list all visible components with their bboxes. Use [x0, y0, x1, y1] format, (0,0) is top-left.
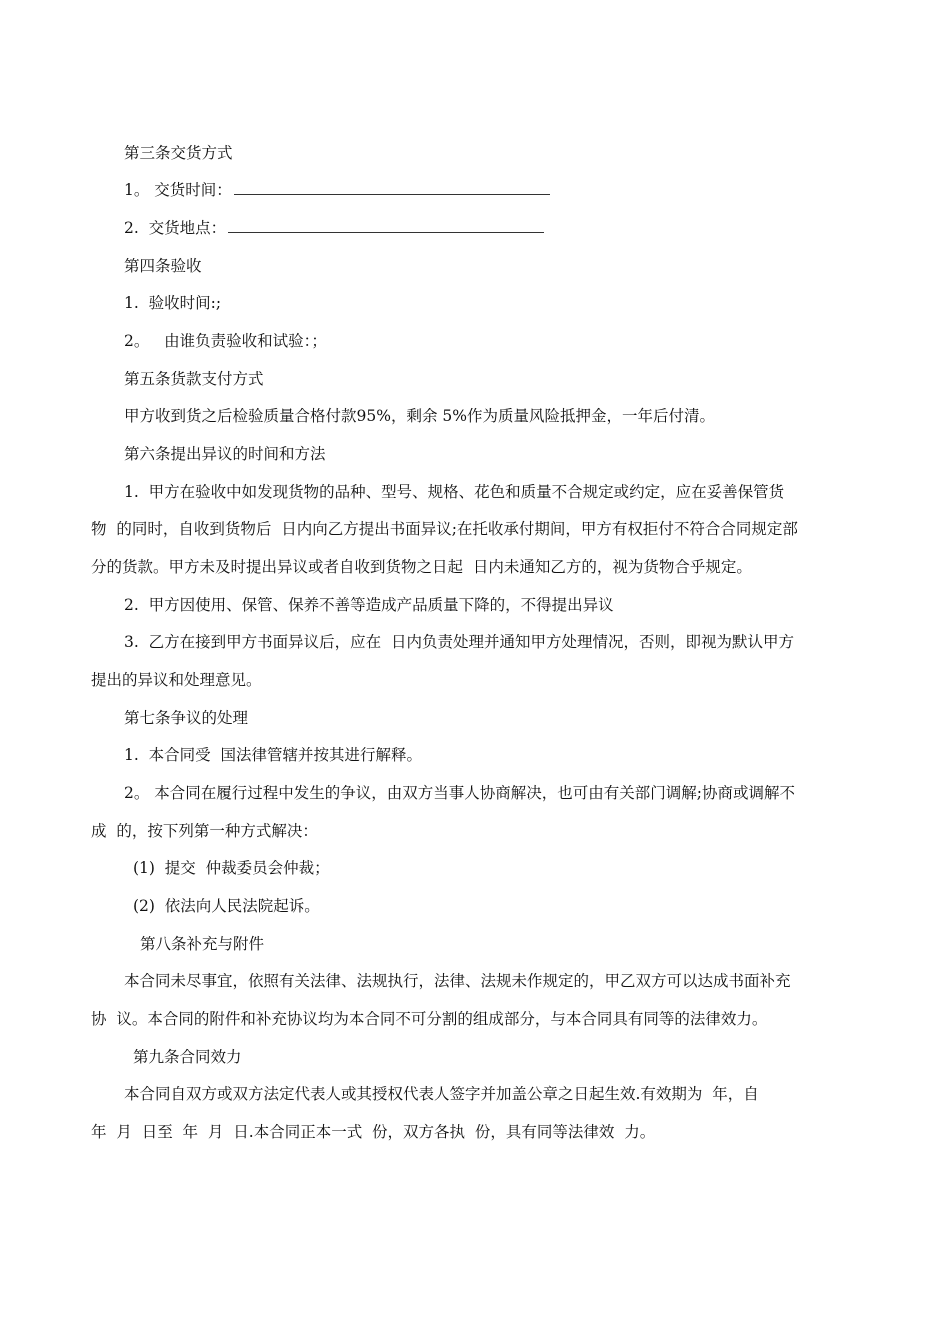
- dispute-clause-2-line1: 2。 本合同在履行过程中发生的争议，由双方当事人协商解决，也可由有关部门调解;协商或调解不: [124, 784, 796, 802]
- objection-clause-3-line1: 3. 乙方在接到甲方书面异议后，应在 日内负责处理并通知甲方处理情况，否则，即视为默认甲方: [124, 633, 794, 651]
- dispute-clause-2-line2: 成 的，按下列第一种方式解决：: [91, 822, 318, 840]
- article-3-heading: 第三条交货方式: [124, 144, 233, 162]
- objection-clause-1-line3: 分的货款。甲方未及时提出异议或者自收到货物之日起 日内未通知乙方的，视为货物合乎规定。: [91, 558, 752, 576]
- delivery-time-blank: [234, 180, 550, 195]
- delivery-time-line: [124, 179, 550, 201]
- dispute-option-1: (1) 提交 仲裁委员会仲裁；: [133, 859, 330, 877]
- delivery-place-label: 2. 交货地点：: [124, 219, 227, 237]
- delivery-place-line: [124, 217, 544, 239]
- article-7-heading: 第七条争议的处理: [124, 709, 249, 727]
- delivery-place-blank: [228, 218, 544, 233]
- objection-clause-2: 2. 甲方因使用、保管、保养不善等造成产品质量下降的，不得提出异议: [124, 596, 614, 614]
- dispute-clause-1: 1. 本合同受 国法律管辖并按其进行解释。: [124, 746, 422, 764]
- article-5-heading: 第五条货款支付方式: [124, 370, 264, 388]
- validity-line2: 年 月 日至 年 月 日.本合同正本一式 份，双方各执 份，具有同等法律效 力。: [91, 1123, 656, 1141]
- objection-clause-1-line1: 1. 甲方在验收中如发现货物的品种、型号、规格、花色和质量不合规定或约定，应在妥善保管货: [124, 483, 785, 501]
- supplement-line1: 本合同未尽事宜，依照有关法律、法规执行，法律、法规未作规定的，甲乙双方可以达成书面补充: [124, 972, 791, 990]
- objection-clause-1-line2: 物 的同时，自收到货物后 日内向乙方提出书面异议;在托收承付期间，甲方有权拒付不符合合同规定部: [91, 520, 798, 538]
- inspection-time: 1. 验收时间:;: [124, 294, 222, 312]
- delivery-time-label: 1。 交货时间：: [124, 181, 232, 199]
- validity-line1: 本合同自双方或双方法定代表人或其授权代表人签字并加盖公章之日起生效.有效期为 年，自: [124, 1085, 759, 1103]
- payment-terms: 甲方收到货之后检验质量合格付款95%，剩余 5%作为质量风险抵押金，一年后付清。: [124, 407, 715, 425]
- article-4-heading: 第四条验收: [124, 257, 202, 275]
- article-6-heading: 第六条提出异议的时间和方法: [124, 445, 326, 463]
- article-8-heading: 第八条补充与附件: [140, 935, 265, 953]
- dispute-option-2: (2) 依法向人民法院起诉。: [133, 897, 320, 915]
- inspection-responsible: 2。 由谁负责验收和试验：；: [124, 332, 327, 350]
- supplement-line2: 协 议。本合同的附件和补充协议均为本合同不可分割的组成部分，与本合同具有同等的法律效力。: [91, 1010, 768, 1028]
- objection-clause-3-line2: 提出的异议和处理意见。: [91, 671, 262, 689]
- article-9-heading: 第九条合同效力: [133, 1048, 242, 1066]
